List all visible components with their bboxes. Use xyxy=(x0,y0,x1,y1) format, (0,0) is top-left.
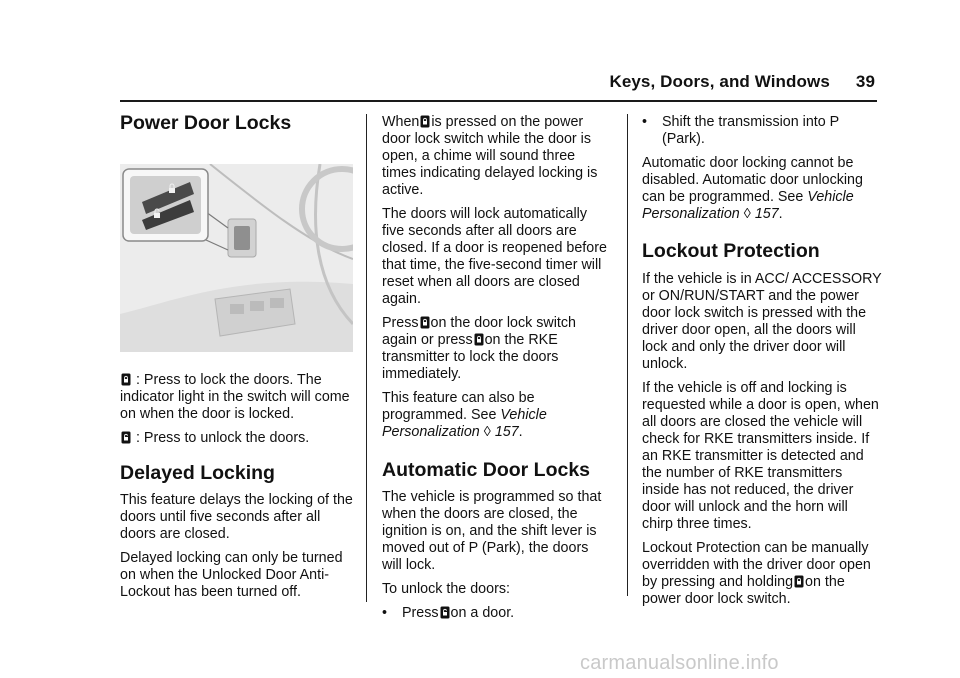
unlock-icon xyxy=(440,606,450,619)
column-3 xyxy=(642,114,882,615)
lockout-protection-heading: Lockout Protection xyxy=(642,240,820,262)
page-ref-157[interactable]: 157 xyxy=(494,424,519,440)
column-2 xyxy=(382,114,612,622)
lock-icon xyxy=(420,316,430,329)
page-ref-157[interactable]: 157 xyxy=(754,206,779,222)
delayed-para-2: Delayed locking can only be turned on when the Unlocked Door Anti-Lockout has been turned off. xyxy=(120,550,343,600)
col2-para-2: The doors will lock automatically five seconds after all doors are closed. If a door is reopened before that time, the five-second timer will reset when all doors are closed again. xyxy=(382,206,607,307)
auto-para-2: To unlock the doors: xyxy=(382,581,510,597)
col2-para-4: This feature can also be programmed. See Vehicle Personalization ◊ 157. xyxy=(382,390,547,440)
column-divider-1 xyxy=(366,114,367,602)
header-rule xyxy=(120,100,877,102)
lock-icon xyxy=(121,373,131,386)
watermark: carmanualsonline.info xyxy=(580,652,779,674)
lockout-para-3: Lockout Protection can be manually overridden with the driver door open by pressing and holding on the power door lock switch. xyxy=(642,540,871,607)
bullet-shift-park: • Shift the transmission into P (Park). xyxy=(642,114,839,147)
lockout-para-1: If the vehicle is in ACC/ ACCESSORY or ON/RUN/START and the power door lock switch is pressed with the driver door open, all the doors will lock and only the driver door will unlock. xyxy=(642,271,882,372)
page-number: 39 xyxy=(855,72,875,91)
page-header xyxy=(120,72,875,92)
bullet-press-unlock: • Press on a door. xyxy=(382,605,515,621)
lockout-para-2: If the vehicle is off and locking is requested while a door is open, when all doors are closed the vehicle will check for RKE transmitters inside. If an RKE transmitter is detected and the number of RKE transmitters inside has not reduced, the driver door will unlock and the horn will chirp three times. xyxy=(642,380,879,532)
col2-para-3: Press on the door lock switch again or press on the RKE transmitter to lock the doors immediately. xyxy=(382,315,576,382)
lock-icon xyxy=(794,575,804,588)
lock-icon xyxy=(474,333,484,346)
vehicle-personalization-link[interactable]: Vehicle Personalization xyxy=(642,189,854,222)
unlock-icon xyxy=(121,431,131,444)
section-title: Keys, Doors, and Windows xyxy=(609,72,830,91)
delayed-locking-heading: Delayed Locking xyxy=(120,462,275,484)
lock-icon xyxy=(420,115,430,128)
lock-description: : Press to lock the doors. The indicator light in the switch will come on when the door is locked. xyxy=(120,372,350,422)
col2-para-1: When is pressed on the power door lock switch while the door is open, a chime will sound three times indicating delayed locking is active. xyxy=(382,114,598,198)
unlock-description: : Press to unlock the doors. xyxy=(120,430,356,447)
bullet-dot: • xyxy=(382,605,388,621)
vehicle-personalization-link[interactable]: Vehicle Personalization xyxy=(382,407,547,440)
power-door-locks-heading: Power Door Locks xyxy=(120,112,292,134)
page-ref-symbol: ◊ xyxy=(483,424,491,440)
delayed-para-1: This feature delays the locking of the doors until five seconds after all doors are closed. xyxy=(120,492,353,542)
auto-para-1: The vehicle is programmed so that when the doors are closed, the ignition is on, and the shift lever is moved out of P (Park), the doors will lock. xyxy=(382,489,602,573)
bullet-dot: • xyxy=(642,114,648,130)
door-lock-switch-illustration xyxy=(120,164,353,352)
page-ref-symbol: ◊ xyxy=(743,206,751,222)
col3-para-1: Automatic door locking cannot be disabled. Automatic door unlocking can be programmed. See Vehicle Personalization ◊ 157. xyxy=(642,155,863,222)
automatic-door-locks-heading: Automatic Door Locks xyxy=(382,459,591,481)
column-divider-2 xyxy=(627,114,628,596)
column-1 xyxy=(120,111,356,608)
